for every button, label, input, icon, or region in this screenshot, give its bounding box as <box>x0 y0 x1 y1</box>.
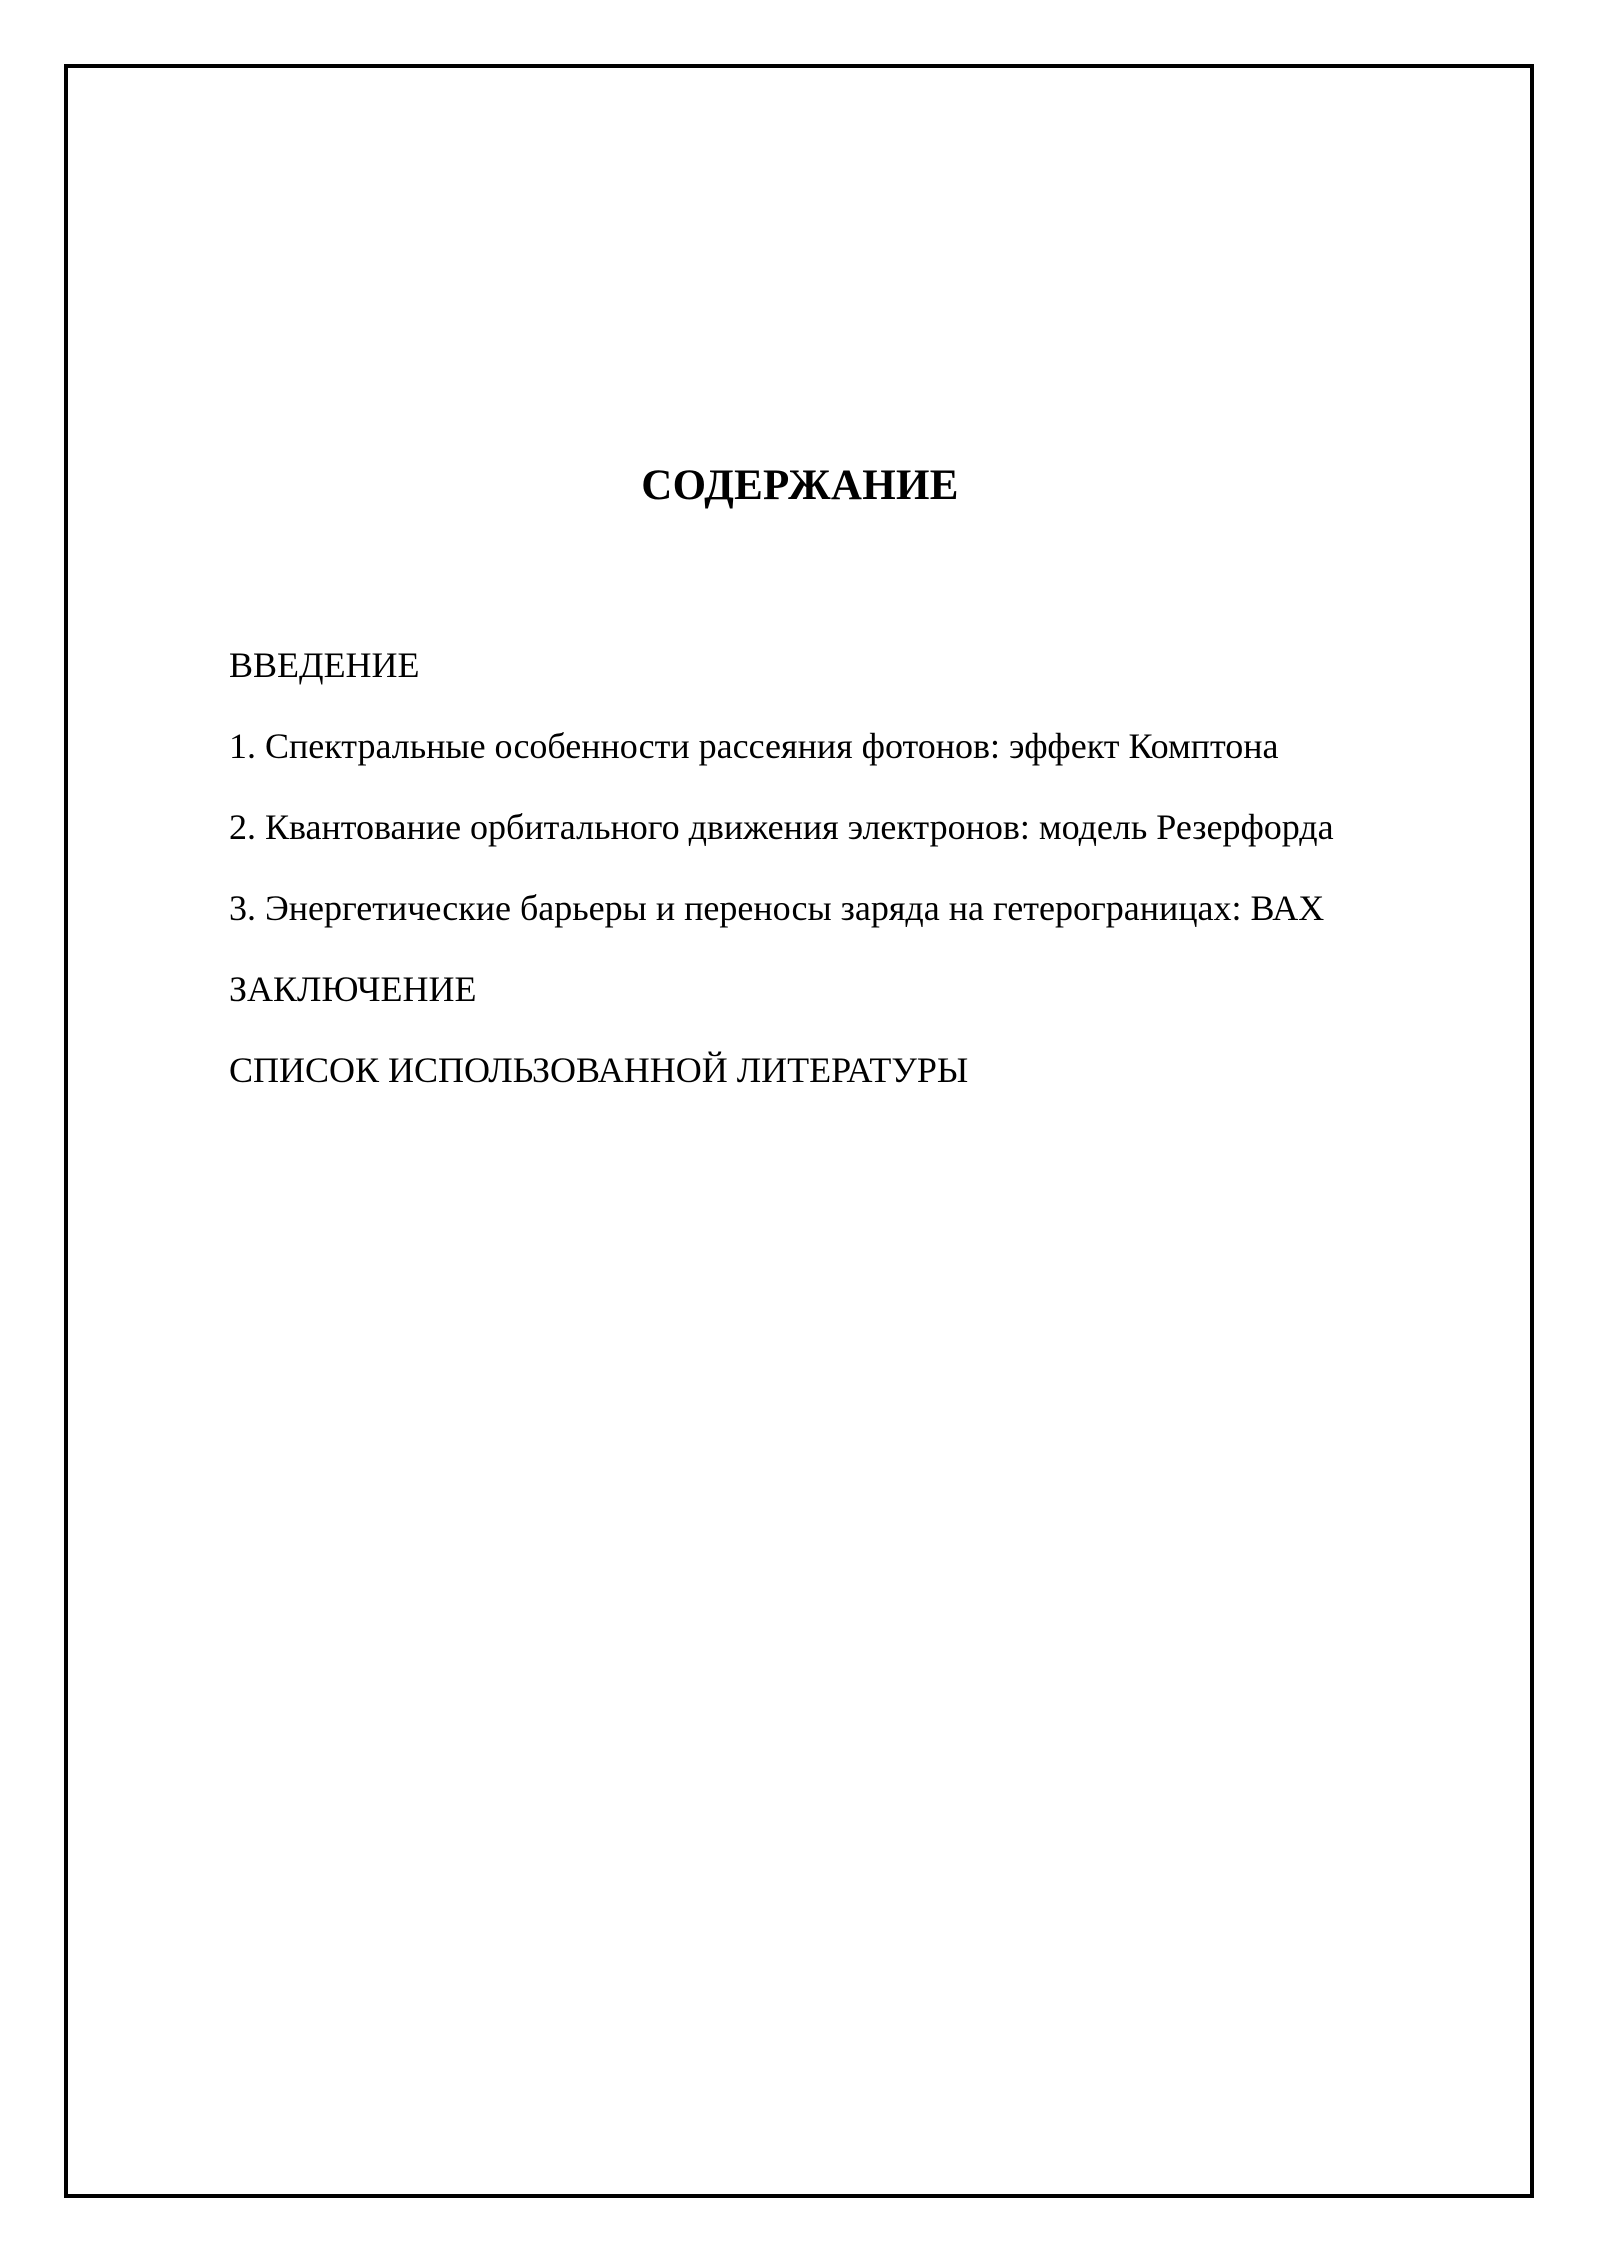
toc-item-chapter-1: 1. Спектральные особенности рассеяния фотонов: эффект Комптона <box>229 726 1279 766</box>
table-of-contents <box>229 640 1334 1126</box>
toc-item-references: СПИСОК ИСПОЛЬЗОВАННОЙ ЛИТЕРАТУРЫ <box>229 1050 969 1090</box>
page-title: СОДЕРЖАНИЕ <box>641 462 959 509</box>
page-border-frame <box>64 64 1534 2198</box>
toc-item-chapter-3: 3. Энергетические барьеры и переносы заряда на гетерограницах: ВАХ <box>229 888 1325 928</box>
toc-item-chapter-2: 2. Квантование орбитального движения электронов: модель Резерфорда <box>229 807 1334 847</box>
toc-item-introduction: ВВЕДЕНИЕ <box>229 645 420 685</box>
toc-item-conclusion: ЗАКЛЮЧЕНИЕ <box>229 969 477 1009</box>
